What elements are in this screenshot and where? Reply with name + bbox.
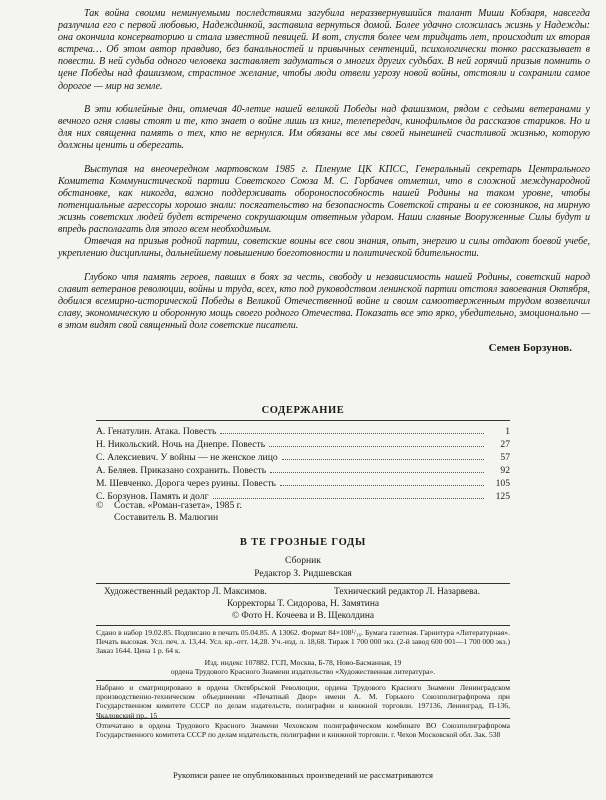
- imprint-lower-rule: [96, 718, 510, 719]
- printing-info: Отпечатано в ордена Трудового Красного Знамени Чеховском полиграфическом комбинате ВО Союзполиграфпрома Государственного комитета СССР по делам издательств, полиграфии и книжной торговли. г. Чехов Московской обл. Зак. 538: [96, 721, 510, 740]
- proofreaders: Корректоры Т. Сидорова, Н. Замятина: [226, 599, 379, 609]
- tech-editor: Технический редактор Л. Назарвева.: [334, 587, 480, 597]
- toc-leader-dots: [280, 476, 484, 486]
- toc-entry-title: А. Беляев. Приказано сохранить. Повесть: [96, 465, 267, 476]
- publisher-name: ордена Трудового Красного Знамени издательство «Художественная литература».: [170, 667, 436, 676]
- toc-leader-dots: [269, 437, 484, 447]
- toc-entry-title: М. Шевченко. Дорога через руины. Повесть: [96, 478, 276, 489]
- toc-entry: [96, 437, 510, 450]
- credits-top-rule: [96, 583, 510, 584]
- toc-entry: [96, 463, 510, 476]
- toc-entry-title: С. Алексиевич. У войны — не женское лицо: [96, 452, 278, 463]
- toc-entry-title: А. Генатулин. Атака. Повесть: [96, 426, 217, 437]
- book-title: В ТЕ ГРОЗНЫЕ ГОДЫ: [239, 537, 367, 548]
- contents-title: СОДЕРЖАНИЕ: [261, 405, 345, 416]
- afterword-paragraph-2: В эти юбилейные дни, отмечая 40-летие нашей великой Победы над фашизмом, рядом с седыми ветеранами у вечного огня славы стоят и те, кто знает о войне лишь из книг, телепередач, кинофильмов да рассказов стариков. Но и для них священна память о тех, кто не вернулся. Им обязаны все мы своей нынешней счастливой жизнью, которую должны ценить и оберегать.: [58, 104, 590, 152]
- toc-entry-title: С. Борзунов. Память и долг: [96, 491, 209, 502]
- manuscript-notice: Рукописи ранее не опубликованных произведений не рассматриваются: [172, 770, 433, 780]
- toc-entry-page: 105: [495, 478, 510, 489]
- toc-leader-dots: [220, 424, 484, 434]
- toc-entry-page: 27: [500, 439, 510, 450]
- afterword-paragraph-5: Глубоко чтя память героев, павших в боях за честь, свободу и независимость нашей Родины, советский народ славит ветеранов революции, войны и труда, всех, кто под руководством ленинской партии отстоял завоевания Октября, добился всемирно-исторической Победы в Великой Отечественной войне и своим самоотверженным трудом возвеличил славу, экономическую и оборонную мощь своего родного Отечества. Показать все это ярко, убедительно, эмоционально — в этом видят свой священный долг советские писатели.: [58, 272, 590, 332]
- toc-leader-dots: [213, 489, 484, 499]
- toc-entry-page: 92: [500, 465, 510, 476]
- toc-leader-dots: [270, 463, 484, 473]
- copyright-symbol: ©: [231, 611, 240, 621]
- photo-credit-text: Фото Н. Кочеева и В. Щеколдина: [241, 611, 375, 621]
- author-signature: Семен Борзунов.: [488, 342, 572, 354]
- toc-entry: [96, 450, 510, 463]
- afterword-paragraph-3: Выступая на внеочередном мартовском 1985 г. Пленуме ЦК КПСС, Генеральный секретарь Центрального Комитета Коммунистической партии Советского Союза М. С. Горбачев отметил, что в сложной международной обстановке, как никогда, важно поддерживать обороноспособность нашей Родины на таком уровне, чтобы потенциальные агрессоры хорошо знали: посягательство на безопасность Советской страны и ее союзников, на мирную жизнь советских людей будет встречено сокрушающим ответным ударом. Наши славные Вооруженные Силы будут и впредь располагать для этого всем необходимым.: [58, 164, 590, 236]
- afterword-paragraph-1: Так война своими неминуемыми последствиями загубила нераззвернувшийся талант Миши Кобзаря, навсегда разлучила его с первой любовью, Надеждинкой, заставила вернуться домой. Более удачно сложилась жизнь у Надежды: она окончила консерваторию и стала известной певицей. И вот, спустя более чем тридцать лет, происходит их вторая встреча… Об этом автор правдиво, без банальностей и привычных сентенций, психологически тонко рассказывает в повести. В ней судьба одного человека заставляет задуматься о многих других судьбах. В ней горячий призыв помнить о цене Победы над фашизмом, страстное желание, чтобы люди отвели угрозу новой войны, отстояли и сохранили самое дорогое — мир на земле.: [58, 8, 590, 92]
- copyright-block: [96, 500, 242, 524]
- toc-entry-page: 125: [495, 491, 510, 502]
- toc-entry: [96, 476, 510, 489]
- photo-credits: [0, 611, 606, 623]
- imprint-top-rule: [96, 625, 510, 626]
- copyright-symbol: ©: [96, 500, 104, 511]
- publisher-address: Изд. индекс 107882. ГСП, Москва, Б-78, Ново-Басманная, 19: [204, 658, 402, 667]
- toc-entry-page: 57: [500, 452, 510, 463]
- imprint-middle-rule: [96, 680, 510, 681]
- contents-top-rule: [96, 420, 510, 421]
- typesetting-info: Набрано и сматрицировано в ордена Октябрьской Революции, ордена Трудового Красного Знамени Ленинградском производственно-техническом объединении «Печатный Двор» имени А. М. Горького Союзполиграфпрома при Государственном комитете СССР по делам издательств, полиграфии и книжной торговли. 197136, Ленинград, П-136, Чкаловский пр., 15: [96, 683, 510, 720]
- afterword-paragraph-4: Отвечая на призыв родной партии, советские воины все свои знания, опыт, энергию и силы отдают боевой учебе, укреплению дисциплины, дальнейшему повышению боеготовности и политической бдительности.: [58, 236, 590, 260]
- toc-entry-page: 1: [505, 426, 510, 437]
- book-subtitle: Сборник: [285, 555, 321, 566]
- art-editor: Художественный редактор Л. Максимов.: [104, 587, 267, 597]
- toc-entry-title: Н. Никольский. Ночь на Днепре. Повесть: [96, 439, 266, 450]
- toc-entry: [96, 424, 510, 437]
- book-editor: Редактор З. Ридшевская: [254, 568, 352, 579]
- print-details: Сдано в набор 19.02.85. Подписано в печать 05.04.85. А 13062. Формат 84×108¹/₁₆. Бумага газетная. Гарнитура «Литературная». Печать высокая. Усл. печ. л. 13,44. Усл. кр.-отт. 14,28. Уч.-изд. л. 18,68. Тираж 1 700 000 экз. (2-й завод 600 001—1 700 000 экз.) Заказ 1644. Цена 1 р. 64 к.: [96, 628, 510, 656]
- toc-leader-dots: [282, 450, 484, 460]
- copyright-line: Состав. «Роман-газета», 1985 г.: [114, 500, 242, 511]
- compiler-line: Составитель В. Малюгин: [114, 512, 219, 523]
